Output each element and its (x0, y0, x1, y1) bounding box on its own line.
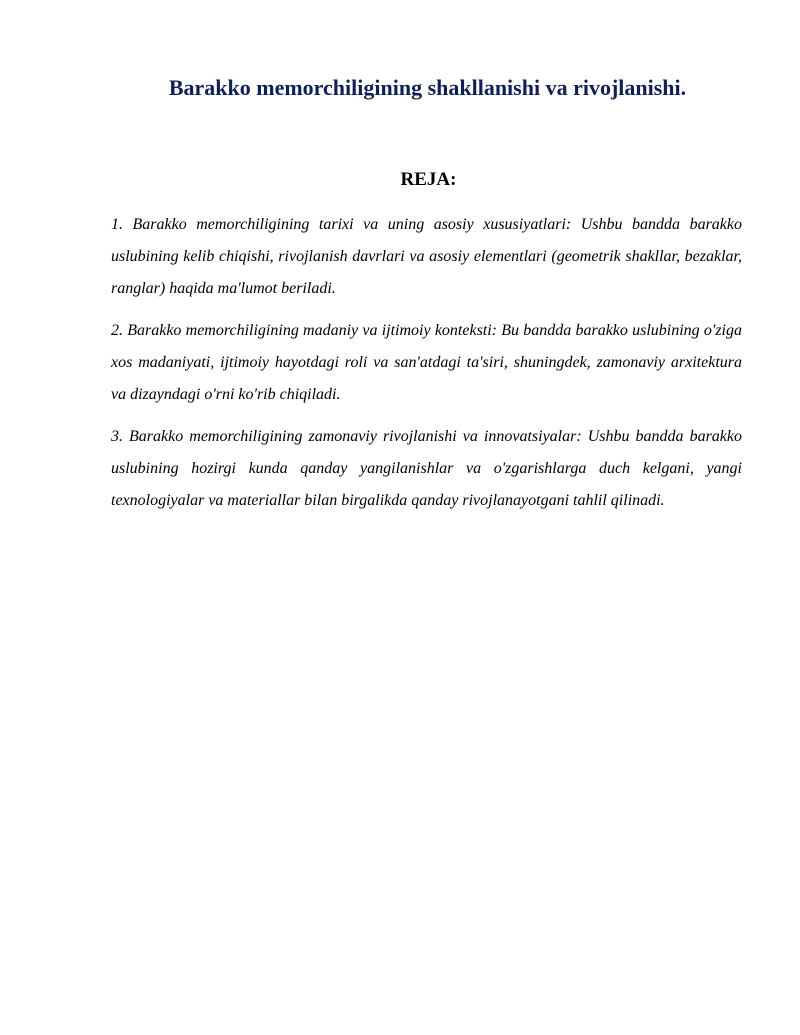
plan-list (111, 209, 742, 527)
plan-item: 2. Barakko memorchiligining madaniy va ijtimoiy konteksti: Bu bandda barakko uslubining o'ziga xos madaniyati, ijtimoiy hayotdagi roli va san'atdagi ta'siri, shuningdek, zamonaviy arxitektura va dizayndagi o'rni ko'rib chiqiladi. (111, 322, 742, 403)
document-title: Barakko memorchiligining shakllanishi va rivojlanishi. (168, 75, 687, 100)
plan-item: 3. Barakko memorchiligining zamonaviy rivojlanishi va innovatsiyalar: Ushbu bandda barakko uslubining hozirgi kunda qanday yangilanishlar va o'zgarishlarga duch kelgani, yangi texnologiyalar va materiallar bilan birgalikda qanday rivojlanayotgani tahlil qilinadi. (111, 428, 742, 509)
plan-item: 1. Barakko memorchiligining tarixi va uning asosiy xususiyatlari: Ushbu bandda barakko uslubining kelib chiqishi, rivojlanish davrlari va asosiy elementlari (geometrik shakllar, bezaklar, ranglar) haqida ma'lumot beriladi. (111, 216, 742, 297)
plan-heading: REJA: (400, 169, 457, 190)
